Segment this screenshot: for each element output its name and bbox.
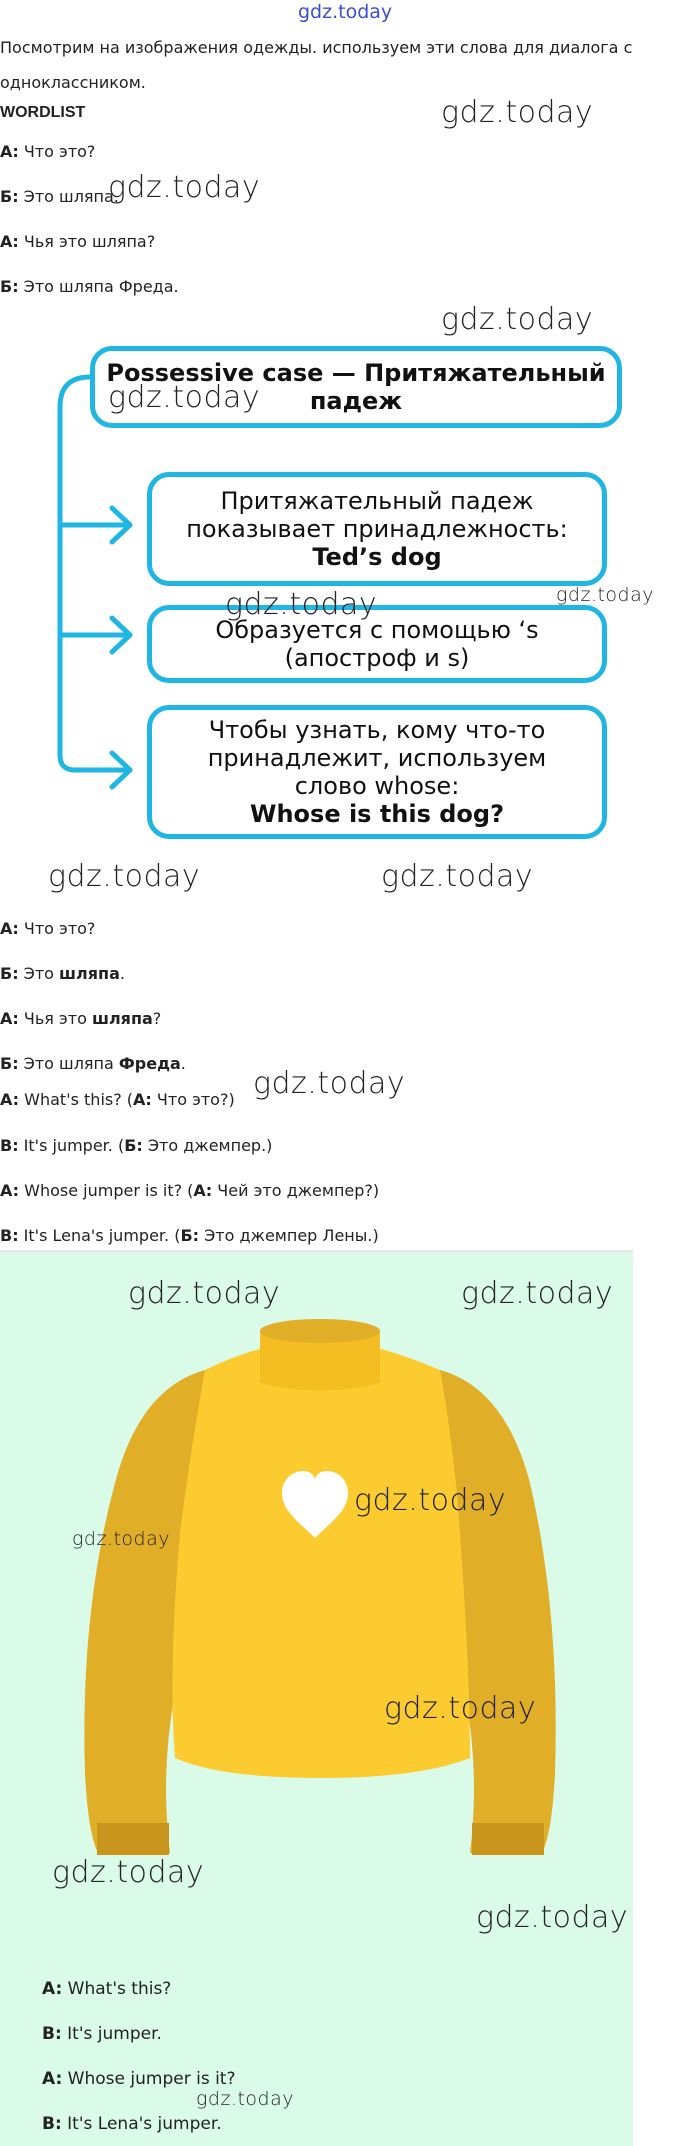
speaker-label: A: — [42, 1979, 63, 1999]
line-text: Чей это джемпер?) — [212, 1181, 380, 1200]
intro-text: Посмотрим на изображения одежды. используем эти слова для диалога с одноклассником. — [0, 38, 633, 92]
right-cuff — [472, 1823, 544, 1855]
dialog1-line — [0, 276, 179, 298]
line-text: Это — [18, 964, 60, 983]
speaker-label: B: — [42, 2114, 62, 2134]
watermark: gdz.today — [225, 587, 378, 622]
watermark: gdz.today — [72, 1528, 170, 1550]
watermark: gdz.today — [476, 1900, 629, 1935]
panel-dialog-line — [42, 2023, 162, 2045]
watermark: gdz.today — [384, 1691, 537, 1726]
box-example: Whose is this dog? — [249, 800, 505, 828]
line-text: . — [180, 1054, 186, 1073]
line-text: What's this? — [62, 1979, 172, 1999]
dialog2-line — [0, 1053, 186, 1075]
dialog1-line — [0, 231, 155, 253]
line-text: It's jumper. — [61, 2024, 162, 2044]
speaker-label: А: — [133, 1090, 152, 1109]
watermark: gdz.today — [461, 1276, 614, 1311]
speaker-label: B: — [0, 1136, 19, 1155]
line-text: Что это?) — [151, 1090, 235, 1109]
panel-dialog-line — [42, 1978, 171, 2000]
box-text: Чтобы узнать, кому что-то — [208, 716, 546, 744]
speaker-label: Б: — [0, 187, 19, 206]
watermark: gdz.today — [128, 1276, 281, 1311]
collar-opening — [260, 1319, 380, 1343]
watermark: gdz.today — [196, 2088, 294, 2110]
line-text: Чья это шляпа? — [18, 232, 156, 251]
diagram-title-line: Possessive case — Притяжательный — [106, 359, 606, 387]
dialog1-line — [0, 141, 95, 163]
box-text: (апостроф и s) — [284, 644, 470, 672]
box-example: Ted’s dog — [312, 543, 442, 571]
keyword: шляпа — [91, 1009, 153, 1028]
wordlist-heading: WORDLIST — [0, 104, 86, 121]
line-text: Что это? — [18, 142, 96, 161]
speaker-label: А: — [0, 1009, 19, 1028]
connector-line — [60, 377, 130, 770]
diagram-title-line: падеж — [309, 387, 403, 415]
line-text: Это шляпа Фреда. — [18, 277, 179, 296]
line-text: Это шляпа — [18, 1054, 119, 1073]
speaker-label: A: — [0, 1090, 20, 1109]
watermark: gdz.today — [556, 584, 654, 606]
sweater-illustration-panel — [0, 1253, 633, 2146]
speaker-label: А: — [193, 1181, 213, 1200]
speaker-label: A: — [42, 2069, 63, 2089]
diagram-box-meaning — [147, 472, 607, 586]
dialog2-line — [0, 918, 95, 940]
watermark: gdz.today — [52, 1855, 205, 1890]
box-text: Притяжательный падеж — [220, 487, 534, 515]
diagram-box-whose — [147, 705, 607, 839]
dialog3-line — [0, 1225, 379, 1247]
line-text: What's this? ( — [19, 1090, 134, 1109]
left-cuff — [97, 1823, 169, 1855]
dialog2-line — [0, 963, 125, 985]
watermark: gdz.today — [48, 859, 201, 894]
line-text: Whose jumper is it? ( — [19, 1181, 194, 1200]
sweater-illustration — [0, 1253, 633, 2146]
box-text: показывает принадлежность: — [186, 515, 568, 543]
dialog3-line — [0, 1089, 235, 1111]
watermark: gdz.today — [441, 302, 594, 337]
box-text: принадлежит, используем — [207, 744, 547, 772]
speaker-label: А: — [0, 919, 19, 938]
keyword: шляпа — [59, 964, 120, 983]
speaker-label: А: — [0, 142, 19, 161]
watermark: gdz.today — [441, 95, 594, 130]
line-text: Это джемпер Лены.) — [199, 1226, 379, 1245]
speaker-label: B: — [42, 2024, 62, 2044]
line-text: It's Lena's jumper. ( — [18, 1226, 181, 1245]
speaker-label: А: — [0, 232, 19, 251]
line-text: Что это? — [18, 919, 96, 938]
line-text: Whose jumper is it? — [62, 2069, 236, 2089]
box-text: слово whose: — [294, 772, 460, 800]
speaker-label: Б: — [0, 964, 19, 983]
line-text: Это джемпер.) — [142, 1136, 273, 1155]
speaker-label: A: — [0, 1181, 20, 1200]
line-text: It's jumper. ( — [18, 1136, 125, 1155]
keyword: Фреда — [118, 1054, 181, 1073]
speaker-label: Б: — [124, 1136, 143, 1155]
watermark: gdz.today — [108, 380, 261, 415]
dialog1-line — [0, 186, 119, 208]
speaker-label: Б: — [0, 1054, 19, 1073]
site-logo[interactable]: gdz.today — [298, 1, 393, 23]
line-text: It's Lena's jumper. — [61, 2114, 222, 2134]
watermark: gdz.today — [253, 1066, 406, 1101]
watermark: gdz.today — [354, 1483, 507, 1518]
speaker-label: B: — [0, 1226, 19, 1245]
dialog3-line — [0, 1135, 272, 1157]
box-text: Образуется с помощью ‘s — [215, 616, 539, 644]
line-text: . — [119, 964, 125, 983]
watermark: gdz.today — [381, 859, 534, 894]
speaker-label: Б: — [0, 277, 19, 296]
speaker-label: Б: — [180, 1226, 200, 1245]
line-text: ? — [152, 1009, 162, 1028]
panel-dialog-line — [42, 2068, 236, 2090]
dialog2-line — [0, 1008, 161, 1030]
line-text: Чья это — [18, 1009, 92, 1028]
watermark: gdz.today — [108, 170, 261, 205]
line-text: Это шляпа. — [18, 187, 119, 206]
panel-dialog-line — [42, 2113, 222, 2135]
dialog3-line — [0, 1180, 379, 1202]
